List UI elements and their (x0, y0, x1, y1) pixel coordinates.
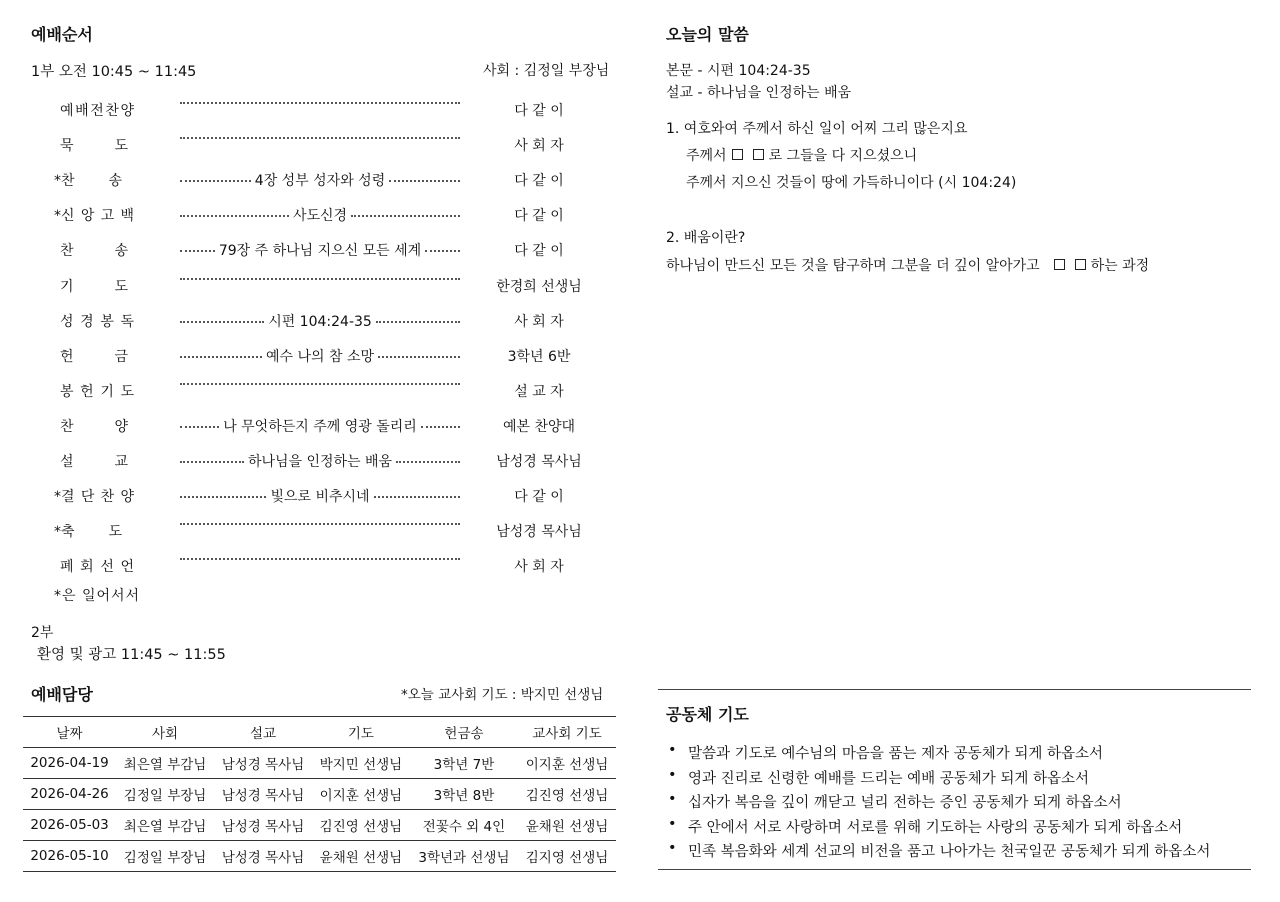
order-item-detail: 예수 나의 참 소망 (265, 348, 375, 365)
order-item-name: *결 단 찬 양 (54, 489, 134, 506)
table-row (23, 810, 616, 841)
order-item-person: 사 회 자 (514, 559, 564, 576)
question-2: 2. 배움이란? (666, 230, 746, 246)
order-item-name: 봉 헌 기 도 (60, 383, 134, 400)
blank-box (1054, 259, 1065, 270)
order-item-leader (180, 486, 460, 506)
question-1-line2 (686, 145, 917, 165)
order-item-detail: 나 무엇하든지 주께 영광 돌리리 (223, 418, 417, 435)
table-cell: 박지민 선생님 (319, 757, 403, 773)
table-row (23, 748, 616, 779)
order-item-name: 성 경 봉 독 (60, 313, 134, 330)
part2-item: 환영 및 광고 11:45 ~ 11:55 (37, 647, 226, 663)
table-cell: 이지훈 선생님 (525, 757, 609, 773)
order-item-name: 찬 양 (60, 418, 128, 435)
blank-box (1075, 259, 1086, 270)
order-item-leader (180, 311, 460, 331)
order-item (54, 521, 610, 541)
order-item-leader (180, 205, 460, 225)
table-cell: 전꽃수 외 4인 (422, 819, 506, 835)
order-item (54, 276, 610, 296)
order-title: 예배순서 (31, 25, 93, 44)
table-row (23, 779, 616, 810)
table-cell: 김지영 선생님 (525, 850, 609, 866)
list-item: • 민족 복음화와 세계 선교의 비전을 품고 나아가는 천국일꾼 공동체가 되게 하옵소서 (666, 840, 1210, 865)
order-item (54, 416, 610, 436)
order-item (54, 205, 610, 225)
order-item-person: 다 같 이 (514, 208, 564, 225)
order-item-person: 남성경 목사님 (496, 454, 582, 470)
order-item (54, 240, 610, 260)
order-item (54, 451, 610, 471)
q1-line2-end: 로 그들을 다 지으셨으니 (768, 148, 918, 164)
table-cell: 3학년 7반 (433, 757, 495, 773)
table-cell: 최은열 부감님 (123, 757, 207, 773)
order-item-detail: 시편 104:24-35 (268, 313, 372, 330)
list-item: • 주 안에서 서로 사랑하며 서로를 위해 기도하는 사랑의 공동체가 되게 하옵소서 (666, 816, 1210, 841)
order-item-leader (180, 521, 460, 525)
order-item-detail: 사도신경 (292, 208, 348, 225)
order-item-name: 찬 송 (60, 243, 128, 260)
teacher-prayer: *오늘 교사회 기도 : 박지민 선생님 (401, 687, 604, 703)
q1-line2-start: 주께서 (686, 148, 727, 164)
order-item-person: 한경희 선생님 (496, 278, 582, 295)
order-item (54, 486, 610, 506)
order-item-name: *찬 송 (54, 173, 122, 190)
staff-column-header: 설교 (249, 726, 277, 742)
order-item-leader (180, 240, 460, 260)
question-1-line3: 주께서 지으신 것들이 땅에 가득하니이다 (시 104:24) (686, 175, 1017, 191)
host-label: 사회 : 김정일 부장님 (483, 63, 610, 79)
order-item (54, 311, 610, 331)
q2-line2-end: 하는 과정 (1090, 258, 1150, 274)
order-item-person: 3학년 6반 (507, 348, 571, 365)
order-item-name: 예 배 전 찬 양 (60, 103, 134, 119)
table-cell: 김진영 선생님 (319, 819, 403, 835)
community-prayer-list (666, 742, 1210, 865)
table-cell: 이지훈 선생님 (319, 788, 403, 804)
order-item-name: 헌 금 (60, 348, 128, 365)
order-item-leader (180, 135, 460, 139)
order-item-leader (180, 381, 460, 385)
blank-box (753, 149, 764, 160)
order-item (54, 135, 610, 155)
order-item-detail: 4장 성부 성자와 성령 (254, 173, 386, 190)
list-item: • 십자가 복음을 깊이 깨닫고 널리 전하는 증인 공동체가 되게 하옵소서 (666, 791, 1210, 816)
order-item-name: 설 교 (60, 454, 128, 470)
list-item: • 영과 진리로 신령한 예배를 드리는 예배 공동체가 되게 하옵소서 (666, 767, 1210, 792)
table-cell: 남성경 목사님 (221, 757, 305, 773)
order-item-person: 설 교 자 (514, 383, 564, 400)
order-item-person: 다 같 이 (514, 489, 564, 506)
staff-column-header: 헌금송 (444, 726, 484, 742)
staff-body (23, 748, 616, 872)
community-title: 공동체 기도 (666, 705, 749, 724)
question-2-line2 (666, 255, 1149, 275)
table-cell: 최은열 부감님 (123, 819, 207, 835)
order-item-name: 묵 도 (60, 138, 128, 155)
divider (658, 689, 1251, 690)
order-item-name: 폐 회 선 언 (60, 559, 134, 576)
table-cell: 2026-04-26 (30, 786, 109, 802)
table-cell: 남성경 목사님 (221, 850, 305, 866)
order-item-person: 사 회 자 (514, 138, 564, 155)
stand-note: *은 일어서서 (54, 588, 141, 604)
list-item: • 말씀과 기도로 예수님의 마음을 품는 제자 공동체가 되게 하옵소서 (666, 742, 1210, 767)
order-item-leader (180, 276, 460, 280)
part1-time: 1부 오전 10:45 ~ 11:45 (31, 64, 197, 80)
order-item-name: 기 도 (60, 278, 128, 295)
staff-column-header: 교사회 기도 (532, 726, 602, 742)
order-item-leader (180, 416, 460, 436)
order-item-detail: 하나님을 인정하는 배움 (247, 454, 393, 470)
order-item-person: 남성경 목사님 (496, 524, 582, 541)
staff-column-header: 기도 (347, 726, 374, 742)
order-item-person: 사 회 자 (514, 313, 564, 330)
table-cell: 윤채원 선생님 (319, 850, 403, 866)
staff-table (23, 716, 616, 872)
part2-label: 2부 (31, 625, 54, 641)
q2-line2-start: 하나님이 만드신 모든 것을 탐구하며 그분을 더 깊이 알아가고 (666, 258, 1040, 274)
order-item (54, 556, 610, 576)
divider (658, 869, 1251, 870)
table-row (23, 841, 616, 872)
order-item (54, 346, 610, 366)
staff-column-header: 날짜 (56, 726, 83, 742)
order-item-leader (180, 556, 460, 560)
table-cell: 3학년 8반 (433, 788, 495, 804)
table-cell: 2026-05-10 (30, 848, 109, 864)
table-cell: 남성경 목사님 (221, 819, 305, 835)
table-cell: 김정일 부장님 (123, 850, 207, 866)
question-1: 1. 여호와여 주께서 하신 일이 어찌 그리 많은지요 (666, 121, 968, 137)
order-item-person: 다 같 이 (514, 103, 564, 119)
order-item-detail: 빛으로 비추시네 (270, 489, 370, 506)
table-cell: 2026-05-03 (30, 817, 109, 833)
staff-title: 예배담당 (31, 685, 93, 704)
table-cell: 3학년과 선생님 (418, 850, 510, 866)
order-item (54, 100, 610, 120)
order-item-leader (180, 100, 460, 104)
order-item-person: 예본 찬양대 (502, 418, 576, 435)
order-item (54, 170, 610, 190)
order-item-leader (180, 451, 460, 471)
order-item-leader (180, 346, 460, 366)
order-item-name: *신 앙 고 백 (54, 208, 134, 225)
blank-box (732, 149, 743, 160)
order-item-person: 다 같 이 (514, 243, 564, 260)
table-cell: 김정일 부장님 (123, 788, 207, 804)
word-sermon: 설교 - 하나님을 인정하는 배움 (666, 85, 852, 101)
table-cell: 김진영 선생님 (525, 788, 609, 804)
order-item (54, 381, 610, 401)
word-text: 본문 - 시편 104:24-35 (666, 63, 811, 79)
table-cell: 윤채원 선생님 (525, 819, 609, 835)
table-cell: 남성경 목사님 (221, 788, 305, 804)
order-item-detail: 79장 주 하나님 지으신 모든 세계 (218, 243, 422, 260)
order-item-leader (180, 170, 460, 190)
order-item-name: *축 도 (54, 524, 122, 541)
staff-column-header: 사회 (152, 726, 179, 742)
order-item-person: 다 같 이 (514, 173, 564, 190)
word-title: 오늘의 말씀 (666, 25, 749, 44)
table-cell: 2026-04-19 (30, 755, 109, 771)
staff-header-row (23, 717, 616, 748)
